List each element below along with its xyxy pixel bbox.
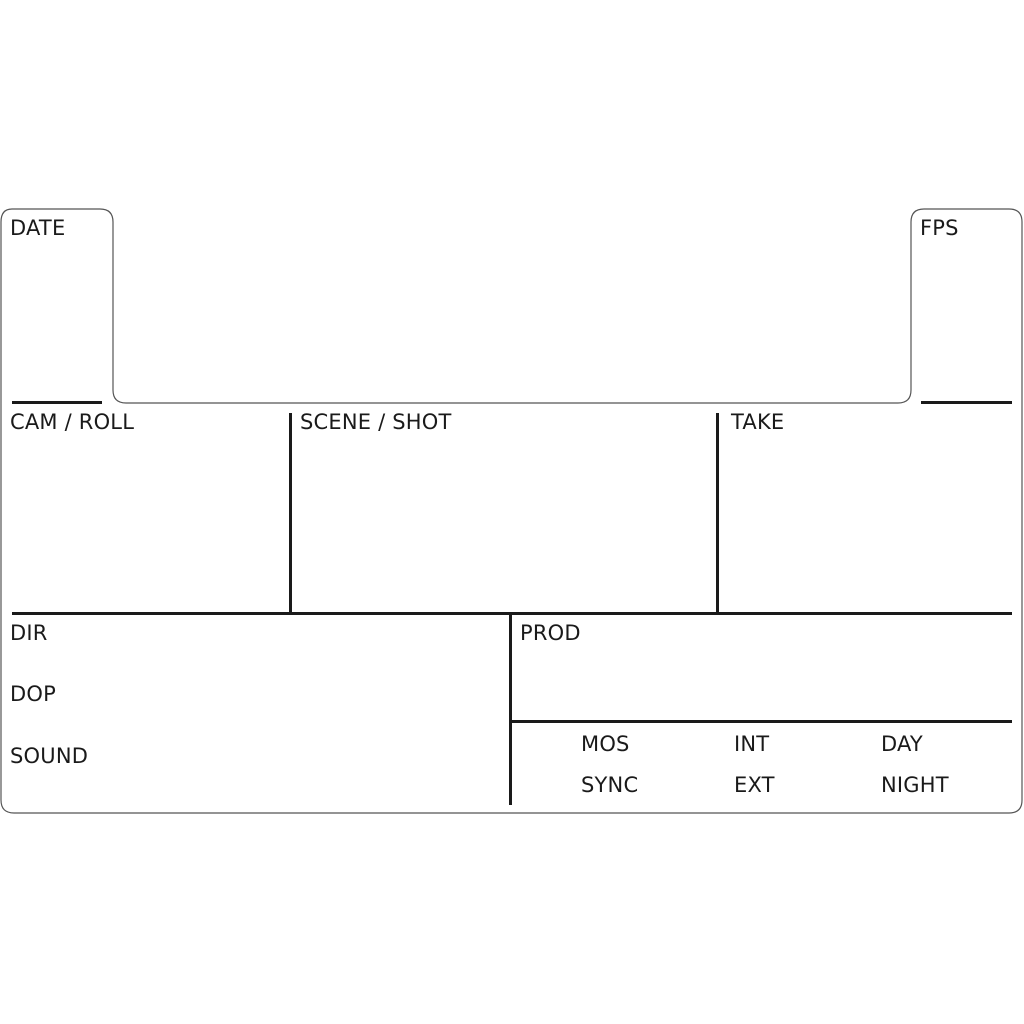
cam-scene-divider	[289, 413, 292, 615]
date-underline	[12, 401, 102, 404]
ext-label: EXT	[734, 773, 775, 797]
scene-take-divider	[716, 413, 719, 615]
sync-label: SYNC	[581, 773, 639, 797]
dop-label: DOP	[10, 682, 56, 706]
prod-label: PROD	[520, 621, 581, 645]
date-label: DATE	[10, 216, 66, 240]
scene-shot-label: SCENE / SHOT	[300, 410, 452, 434]
sound-label: SOUND	[10, 744, 89, 768]
dir-label: DIR	[10, 621, 48, 645]
night-label: NIGHT	[881, 773, 949, 797]
dir-prod-divider	[509, 615, 512, 805]
fps-underline	[921, 401, 1012, 404]
take-label: TAKE	[731, 410, 785, 434]
prod-options-line	[512, 720, 1012, 723]
middle-horizontal-line	[12, 612, 1012, 615]
int-label: INT	[734, 732, 770, 756]
day-label: DAY	[881, 732, 923, 756]
cam-roll-label: CAM / ROLL	[10, 410, 135, 434]
fps-label: FPS	[920, 216, 959, 240]
mos-label: MOS	[581, 732, 630, 756]
